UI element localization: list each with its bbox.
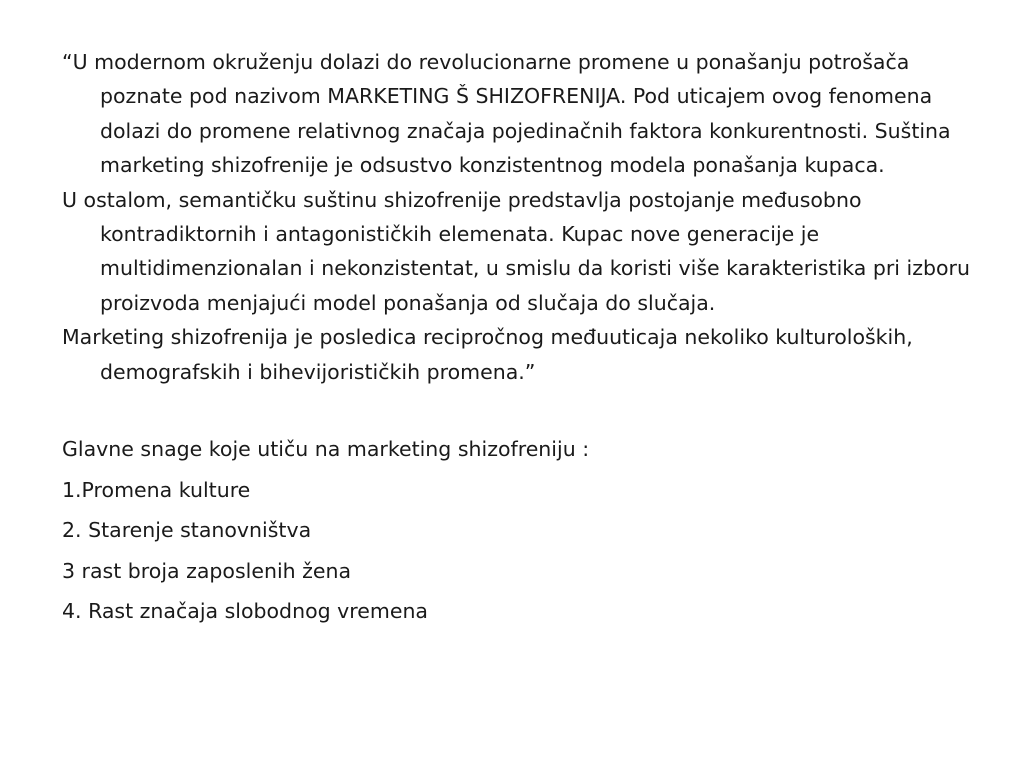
- quote-paragraph-3: Marketing shizofrenija je posledica recipročnog međuuticaja nekoliko kulturoloških, demografskih i bihevijorističkih promena.”: [62, 325, 913, 384]
- quote-paragraph-1: “U modernom okruženju dolazi do revolucionarne promene u ponašanju potrošača poznate pod nazivom MARKETING Š SHIZOFRENIJA. Pod uticajem ovog fenomena dolazi do promene relativnog značaja pojedinačnih faktora konkurentnosti. Suština marketing shizofrenije je odsustvo konzistentnog modela ponašanja kupaca.: [62, 50, 951, 178]
- list-item-3: 3 rast broja zaposlenih žena: [62, 558, 352, 583]
- list-heading: Glavne snage koje utiču na marketing shizofreniju :: [62, 437, 590, 462]
- list-item-2: 2. Starenje stanovništva: [62, 518, 312, 543]
- quote-paragraph-2: U ostalom, semantičku suštinu shizofrenije predstavlja postojanje međusobno kontradiktornih i antagonističkih elemenata. Kupac nove generacije je multidimenzionalan i nekonzistentat, u smislu da koristi više karakteristika pri izboru proizvoda menjajući model ponašanja od slučaja do slučaja.: [62, 187, 970, 315]
- slide-body: [62, 45, 982, 632]
- section-spacer: [62, 389, 982, 429]
- list-item-4: 4. Rast značaja slobodnog vremena: [62, 599, 428, 624]
- list-item-1: 1.Promena kulture: [62, 477, 251, 502]
